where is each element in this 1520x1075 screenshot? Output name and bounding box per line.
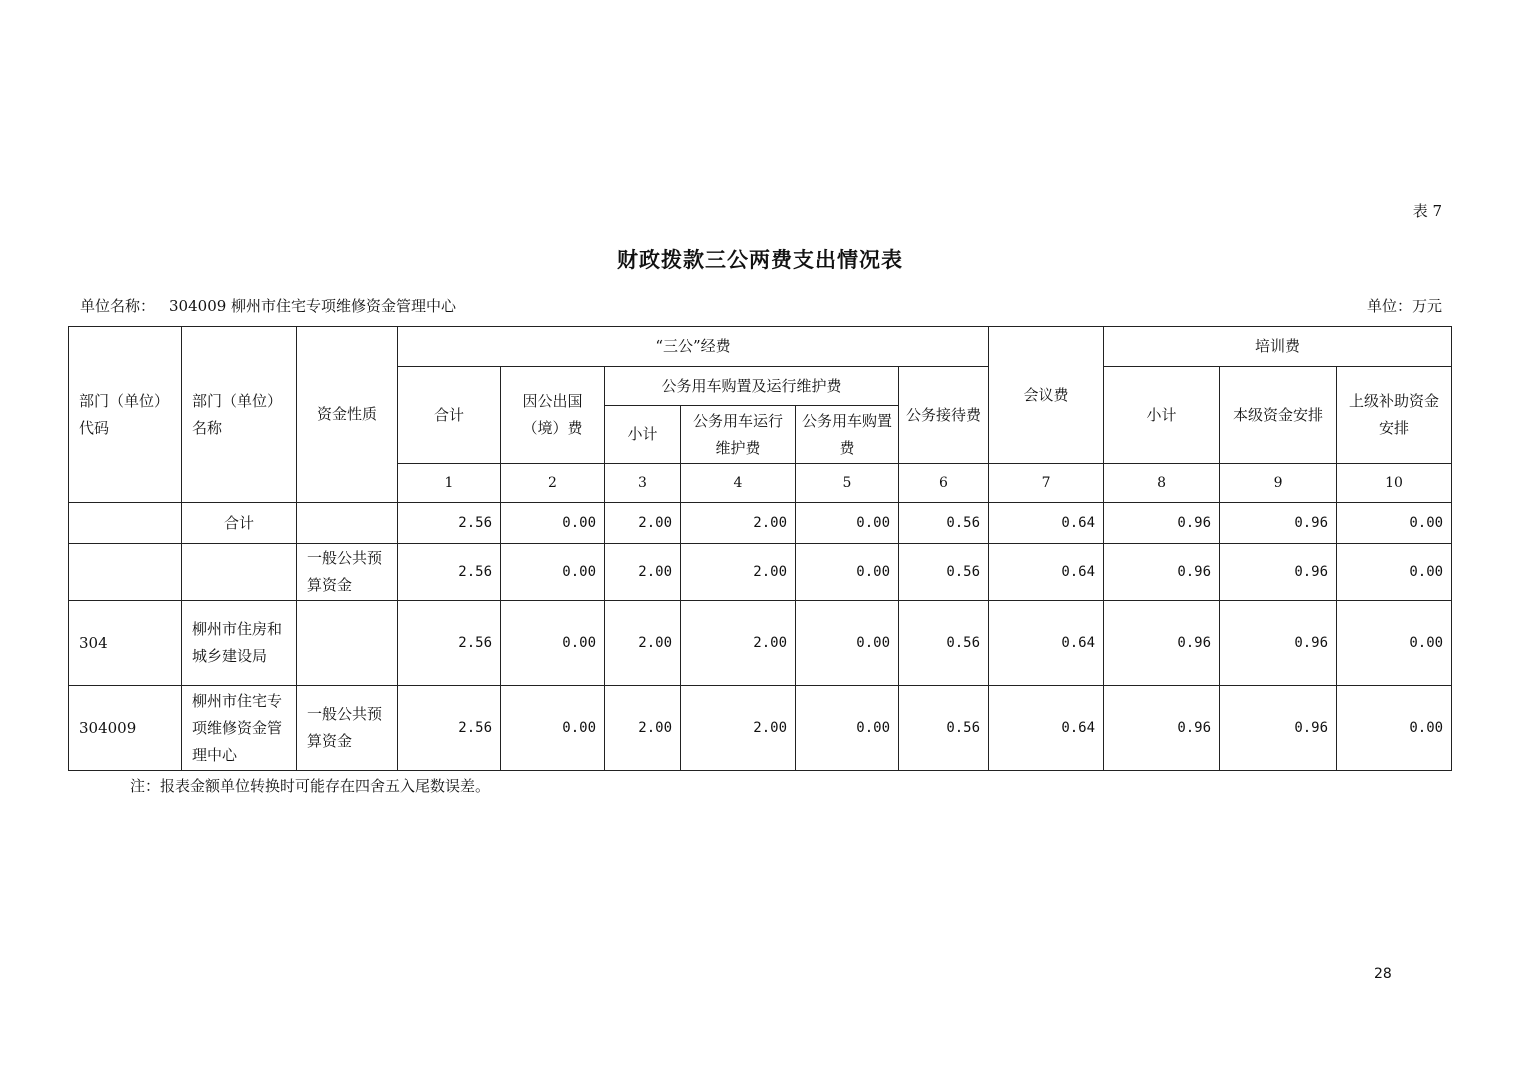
index-cell: 1 — [398, 464, 501, 503]
header-training: 培训费 — [1104, 327, 1452, 367]
cell-nature: 一般公共预算资金 — [297, 544, 398, 601]
cell-value: 0.00 — [796, 544, 899, 601]
header-training-local: 本级资金安排 — [1220, 367, 1337, 464]
cell-value: 0.64 — [989, 601, 1104, 686]
table-row — [69, 601, 1452, 686]
cell-value: 0.00 — [796, 686, 899, 771]
cell-value: 0.96 — [1104, 544, 1220, 601]
cell-value: 0.00 — [1337, 686, 1452, 771]
cell-value: 2.00 — [681, 503, 796, 544]
index-cell: 3 — [605, 464, 681, 503]
cell-name: 柳州市住宅专项维修资金管理中心 — [182, 686, 297, 771]
cell-value: 0.56 — [899, 503, 989, 544]
table-row — [69, 686, 1452, 771]
footnote: 注：报表金额单位转换时可能存在四舍五入尾数误差。 — [130, 777, 491, 795]
header-vehicle: 公务用车购置及运行维护费 — [605, 367, 899, 406]
index-cell: 8 — [1104, 464, 1220, 503]
cell-code: 304009 — [69, 686, 182, 771]
header-dept-code: 部门（单位）代码 — [69, 327, 182, 503]
cell-value: 2.00 — [605, 503, 681, 544]
header-total: 合计 — [398, 367, 501, 464]
cell-value: 2.56 — [398, 503, 501, 544]
cell-value: 0.56 — [899, 601, 989, 686]
cell-value: 0.00 — [501, 544, 605, 601]
cell-value: 2.56 — [398, 601, 501, 686]
header-vehicle-purchase: 公务用车购置费 — [796, 406, 899, 464]
table-row — [69, 503, 1452, 544]
header-training-superior: 上级补助资金安排 — [1337, 367, 1452, 464]
page-title: 财政拨款三公两费支出情况表 — [617, 247, 903, 272]
cell-value: 2.56 — [398, 544, 501, 601]
cell-value: 0.00 — [501, 686, 605, 771]
header-vehicle-operation: 公务用车运行维护费 — [681, 406, 796, 464]
cell-code: 304 — [69, 601, 182, 686]
cell-value: 0.56 — [899, 544, 989, 601]
index-cell: 10 — [1337, 464, 1452, 503]
page-number: 28 — [1374, 966, 1392, 982]
cell-value: 0.00 — [1337, 503, 1452, 544]
cell-code — [69, 503, 182, 544]
unit-name-label: 单位名称： — [80, 297, 156, 315]
expenditure-table — [68, 326, 1452, 771]
table-number-label: 表 7 — [1412, 202, 1442, 220]
cell-value: 2.56 — [398, 686, 501, 771]
header-abroad: 因公出国（境）费 — [501, 367, 605, 464]
currency-unit: 单位：万元 — [1366, 297, 1442, 315]
header-vehicle-subtotal: 小计 — [605, 406, 681, 464]
cell-value: 0.96 — [1104, 601, 1220, 686]
cell-nature — [297, 601, 398, 686]
cell-value: 0.96 — [1104, 686, 1220, 771]
header-fund-nature: 资金性质 — [297, 327, 398, 503]
cell-name — [182, 544, 297, 601]
cell-name: 合计 — [182, 503, 297, 544]
header-meeting: 会议费 — [989, 327, 1104, 464]
unit-name-line — [80, 295, 470, 316]
cell-value: 0.64 — [989, 686, 1104, 771]
cell-value: 0.00 — [501, 503, 605, 544]
header-dept-name: 部门（单位）名称 — [182, 327, 297, 503]
index-cell: 2 — [501, 464, 605, 503]
table-row — [69, 544, 1452, 601]
cell-value: 0.00 — [1337, 601, 1452, 686]
index-cell: 9 — [1220, 464, 1337, 503]
cell-value: 0.00 — [501, 601, 605, 686]
cell-value: 0.96 — [1220, 544, 1337, 601]
header-training-subtotal: 小计 — [1104, 367, 1220, 464]
index-cell: 5 — [796, 464, 899, 503]
header-reception: 公务接待费 — [899, 367, 989, 464]
cell-value: 2.00 — [681, 544, 796, 601]
cell-code — [69, 544, 182, 601]
cell-name: 柳州市住房和城乡建设局 — [182, 601, 297, 686]
cell-value: 2.00 — [605, 686, 681, 771]
cell-value: 0.96 — [1220, 503, 1337, 544]
cell-value: 0.96 — [1104, 503, 1220, 544]
unit-name-value: 304009 柳州市住宅专项维修资金管理中心 — [169, 297, 457, 315]
cell-value: 0.56 — [899, 686, 989, 771]
cell-value: 0.64 — [989, 544, 1104, 601]
cell-value: 0.96 — [1220, 601, 1337, 686]
cell-value: 0.00 — [1337, 544, 1452, 601]
index-cell: 6 — [899, 464, 989, 503]
cell-value: 2.00 — [681, 601, 796, 686]
index-cell: 7 — [989, 464, 1104, 503]
cell-value: 2.00 — [605, 601, 681, 686]
cell-value: 2.00 — [681, 686, 796, 771]
cell-value: 2.00 — [605, 544, 681, 601]
cell-nature — [297, 503, 398, 544]
cell-value: 0.00 — [796, 601, 899, 686]
cell-nature: 一般公共预算资金 — [297, 686, 398, 771]
header-sangong: “三公”经费 — [398, 327, 989, 367]
cell-value: 0.96 — [1220, 686, 1337, 771]
cell-value: 0.64 — [989, 503, 1104, 544]
index-cell: 4 — [681, 464, 796, 503]
cell-value: 0.00 — [796, 503, 899, 544]
